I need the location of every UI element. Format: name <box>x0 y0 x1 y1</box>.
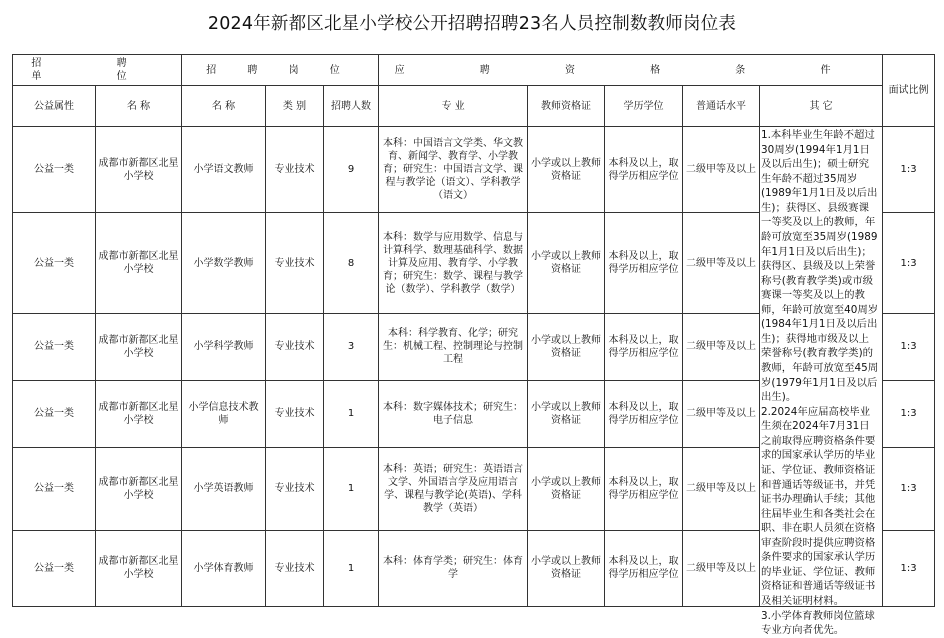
mandarin-cell: 二级甲等及以上 <box>683 380 760 447</box>
header-teacher-cert: 教师资格证 <box>528 86 605 127</box>
post-name-cell: 小学数学教师 <box>182 213 266 314</box>
mandarin-cell: 二级甲等及以上 <box>683 127 760 213</box>
post-name-cell: 小学科学教师 <box>182 314 266 380</box>
category-cell: 专业技术 <box>266 314 324 380</box>
education-cell: 本科及以上，取得学历相应学位 <box>605 127 683 213</box>
major-cell: 本科：英语；研究生：英语语言文学、外国语言学及应用语言学、课程与教学论(英语)、学科教学（英语） <box>379 447 528 530</box>
unit-name-cell: 成都市新都区北星小学校 <box>96 127 182 213</box>
count-cell: 8 <box>324 213 379 314</box>
attribute-cell: 公益一类 <box>13 447 96 530</box>
attribute-cell: 公益一类 <box>13 314 96 380</box>
category-cell: 专业技术 <box>266 380 324 447</box>
unit-name-cell: 成都市新都区北星小学校 <box>96 447 182 530</box>
category-cell: 专业技术 <box>266 530 324 606</box>
category-cell: 专业技术 <box>266 213 324 314</box>
major-cell: 本科：体育学类；研究生：体育学 <box>379 530 528 606</box>
mandarin-cell: 二级甲等及以上 <box>683 314 760 380</box>
ratio-cell: 1:3 <box>883 314 935 380</box>
header-education: 学历学位 <box>605 86 683 127</box>
major-cell: 本科：数学与应用数学、信息与计算科学、数理基础科学、数据计算及应用、教育学、小学教育；研究生：数学、课程与教学论（数学）、学科教学（数学） <box>379 213 528 314</box>
category-cell: 专业技术 <box>266 447 324 530</box>
other-requirement-item: 1.本科毕业生年龄不超过30周岁(1994年1月1日及以后出生)；硕士研究生年龄不超过35周岁(1989年1月1日及以后出生)；获得区、县级赛课一等奖及以上的教师，年龄可放宽至35周岁(1989年1月1日及以后出生)；获得区、县级及以上荣誉称号(教育教学类)或市级赛课一等奖及以上的教师，年龄可放宽至40周岁(1984年1月1日及以后出生)；获得地市级及以上荣誉称号(教育教学类)的教师，年龄可放宽至45周岁(1979年1月1日及以后出生)。 <box>761 129 879 404</box>
header-count: 招聘人数 <box>324 86 379 127</box>
education-cell: 本科及以上，取得学历相应学位 <box>605 380 683 447</box>
education-cell: 本科及以上，取得学历相应学位 <box>605 213 683 314</box>
unit-name-cell: 成都市新都区北星小学校 <box>96 530 182 606</box>
count-cell: 1 <box>324 380 379 447</box>
post-name-cell: 小学信息技术教师 <box>182 380 266 447</box>
page-title: 2024年新都区北星小学校公开招聘招聘23名人员控制数教师岗位表 <box>207 14 737 34</box>
count-cell: 1 <box>324 530 379 606</box>
post-name-cell: 小学体育教师 <box>182 530 266 606</box>
major-cell: 本科：数字媒体技术；研究生：电子信息 <box>379 380 528 447</box>
teacher-cert-cell: 小学或以上教师资格证 <box>528 127 605 213</box>
ratio-cell: 1:3 <box>883 213 935 314</box>
other-requirement-item: 2.2024年应届高校毕业生须在2024年7月31日之前取得应聘资格条件要求的国家承认学历的毕业证、学位证、教师资格证和普通话等级证书，并凭证书办理确认手续；其他往届毕业生和各类社会在职、非在职人员须在资格审查阶段时提供应聘资格条件要求的国家承认学历的毕业证、学位证、教师资格证和普通话等级证书及相关证明材料。 <box>761 405 876 607</box>
unit-name-cell: 成都市新都区北星小学校 <box>96 380 182 447</box>
header-other: 其 它 <box>760 86 883 127</box>
header-ratio: 面试比例 <box>883 55 935 127</box>
post-name-cell: 小学语文教师 <box>182 127 266 213</box>
other-requirements-text <box>761 128 879 637</box>
attribute-cell: 公益一类 <box>13 380 96 447</box>
major-cell: 本科：中国语言文学类、华文教育、新闻学、教育学、小学教育；研究生：中国语言文学、课程与教学论（语文）、学科教学（语文） <box>379 127 528 213</box>
ratio-cell: 1:3 <box>883 530 935 606</box>
header-unit-name: 名 称 <box>96 86 182 127</box>
header-post-name: 名 称 <box>182 86 266 127</box>
mandarin-cell: 二级甲等及以上 <box>683 447 760 530</box>
header-major: 专 业 <box>379 86 528 127</box>
count-cell: 9 <box>324 127 379 213</box>
major-cell: 本科：科学教育、化学；研究生：机械工程、控制理论与控制工程 <box>379 314 528 380</box>
other-requirement-item: 3.小学体育教师岗位篮球专业方向者优先。 <box>761 609 875 637</box>
teacher-cert-cell: 小学或以上教师资格证 <box>528 447 605 530</box>
education-cell: 本科及以上，取得学历相应学位 <box>605 314 683 380</box>
count-cell: 1 <box>324 447 379 530</box>
header-attribute: 公益属性 <box>13 86 96 127</box>
header-category: 类 别 <box>266 86 324 127</box>
ratio-cell: 1:3 <box>883 447 935 530</box>
unit-name-cell: 成都市新都区北星小学校 <box>96 314 182 380</box>
ratio-cell: 1:3 <box>883 127 935 213</box>
attribute-cell: 公益一类 <box>13 530 96 606</box>
attribute-cell: 公益一类 <box>13 213 96 314</box>
mandarin-cell: 二级甲等及以上 <box>683 530 760 606</box>
education-cell: 本科及以上，取得学历相应学位 <box>605 447 683 530</box>
teacher-cert-cell: 小学或以上教师资格证 <box>528 530 605 606</box>
group-header-row <box>13 55 935 86</box>
post-name-cell: 小学英语教师 <box>182 447 266 530</box>
column-header-row <box>13 86 935 127</box>
attribute-cell: 公益一类 <box>13 127 96 213</box>
category-cell: 专业技术 <box>266 127 324 213</box>
teacher-cert-cell: 小学或以上教师资格证 <box>528 213 605 314</box>
teacher-cert-cell: 小学或以上教师资格证 <box>528 314 605 380</box>
mandarin-cell: 二级甲等及以上 <box>683 213 760 314</box>
group-header-post: 招 聘 岗 位 <box>182 55 379 86</box>
group-header-unit: 招 聘 单 位 <box>13 55 182 86</box>
ratio-cell: 1:3 <box>883 380 935 447</box>
count-cell: 3 <box>324 314 379 380</box>
unit-name-cell: 成都市新都区北星小学校 <box>96 213 182 314</box>
header-mandarin: 普通话水平 <box>683 86 760 127</box>
group-header-qualifications: 应 聘 资 格 条 件 <box>379 55 883 86</box>
education-cell: 本科及以上，取得学历相应学位 <box>605 530 683 606</box>
teacher-cert-cell: 小学或以上教师资格证 <box>528 380 605 447</box>
